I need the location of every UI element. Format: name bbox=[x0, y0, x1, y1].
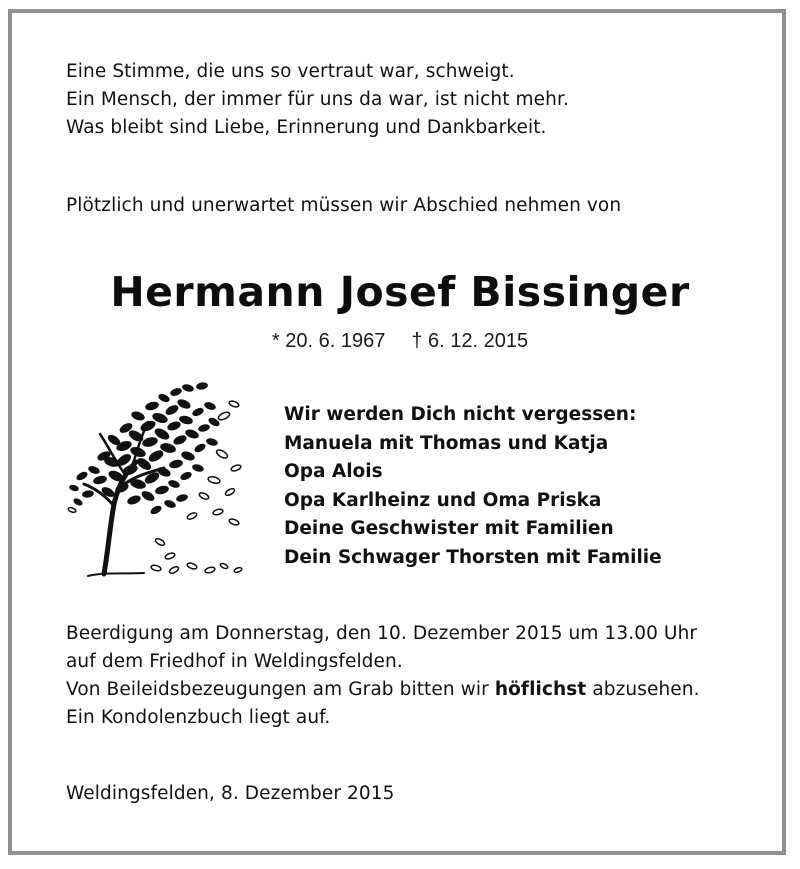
motto-verse bbox=[66, 58, 569, 142]
mourners-list bbox=[284, 401, 662, 572]
intro-text bbox=[66, 192, 621, 220]
mourner-line: Opa Alois bbox=[284, 461, 383, 482]
funeral-line: Beerdigung am Donnerstag, den 10. Dezember 2015 um 13.00 Uhr bbox=[66, 623, 698, 644]
birth-date: * 20. 6. 1967 bbox=[271, 330, 386, 352]
mourner-line: Opa Karlheinz und Oma Priska bbox=[284, 489, 602, 511]
motto-line: Was bleibt sind Liebe, Erinnerung und Dankbarkeit. bbox=[66, 117, 547, 138]
mourner-line: Deine Geschwister mit Familien bbox=[284, 518, 614, 539]
mourners-heading: Wir werden Dich nicht vergessen: bbox=[284, 404, 637, 425]
mourner-line: Dein Schwager Thorsten mit Familie bbox=[284, 546, 662, 568]
windblown-tree-icon bbox=[64, 376, 244, 582]
condolence-request-text-end: abzusehen. bbox=[586, 679, 700, 700]
funeral-line bbox=[66, 676, 700, 704]
deceased-name: Hermann Josef Bissinger bbox=[110, 268, 690, 316]
funeral-line: Ein Kondolenzbuch liegt auf. bbox=[66, 707, 331, 728]
mourner-line: Manuela mit Thomas und Katja bbox=[284, 432, 609, 454]
life-dates bbox=[0, 328, 800, 354]
death-date: † 6. 12. 2015 bbox=[411, 330, 529, 352]
emphasis-text: höflichst bbox=[494, 679, 587, 700]
intro-line: Plötzlich und unerwartet müssen wir Abschied nehmen von bbox=[66, 195, 622, 216]
funeral-info bbox=[66, 620, 700, 732]
funeral-line: auf dem Friedhof in Weldingsfelden. bbox=[66, 651, 403, 672]
motto-line: Eine Stimme, die uns so vertraut war, schweigt. bbox=[66, 61, 515, 82]
place-date-line: Weldingsfelden, 8. Dezember 2015 bbox=[66, 783, 395, 804]
condolence-request-text: Von Beileidsbezeugungen am Grab bitten wir bbox=[66, 679, 495, 700]
place-and-date bbox=[66, 780, 395, 808]
motto-line: Ein Mensch, der immer für uns da war, ist nicht mehr. bbox=[66, 89, 569, 110]
